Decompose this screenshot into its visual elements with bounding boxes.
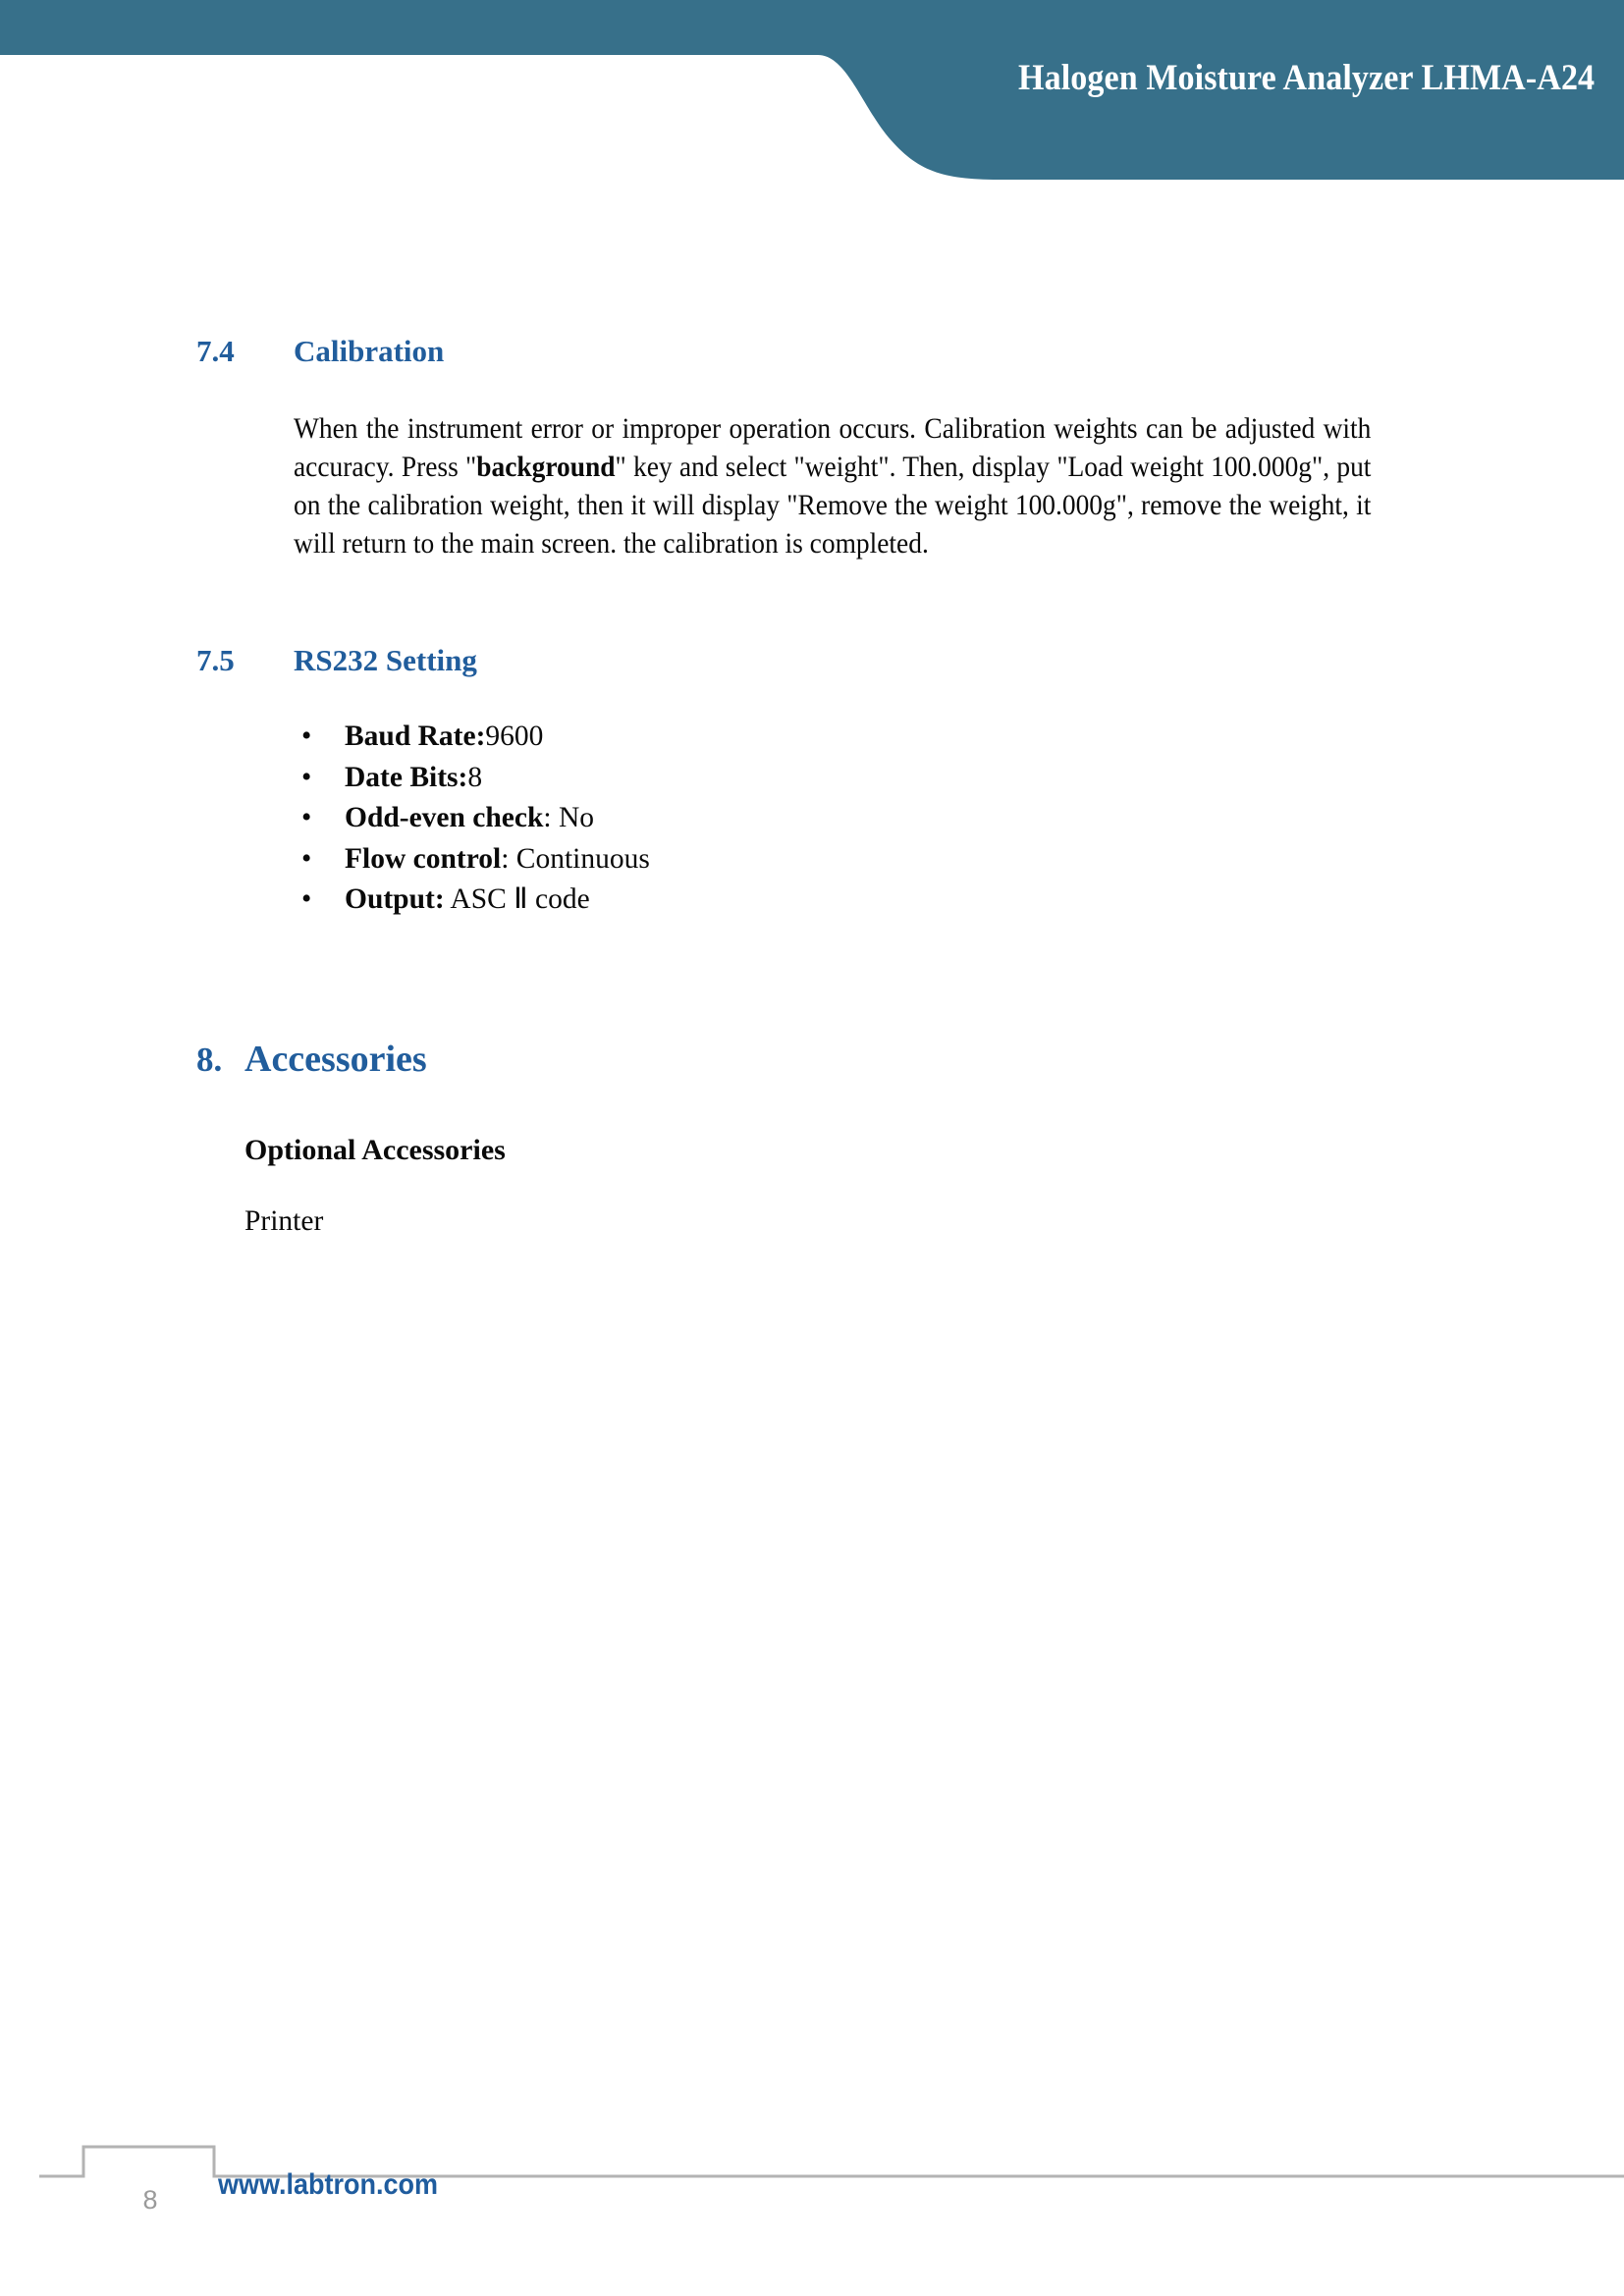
bullet-icon: • (301, 883, 312, 915)
list-item-value: ASC Ⅱ code (444, 883, 590, 915)
section-title-calibration: Calibration (294, 334, 445, 368)
section-title-rs232-setting: RS232 Setting (294, 643, 477, 677)
footer-page-number: 8 (142, 2185, 158, 2215)
subheading-optional-accessories: Optional Accessories (244, 1134, 506, 1166)
section-number-7-5: 7.5 (196, 643, 235, 677)
list-item-value: : No (543, 802, 595, 833)
list-item (294, 798, 650, 839)
bullet-icon: • (301, 802, 312, 833)
list-item (294, 880, 650, 921)
list-item-label: Odd-even check (345, 802, 544, 833)
list-item-label: Date Bits: (345, 761, 468, 793)
list-item-value: : Continuous (501, 842, 650, 875)
bullet-icon: • (301, 761, 312, 793)
list-item-value: 9600 (485, 721, 544, 752)
accessory-item-printer: Printer (244, 1205, 324, 1237)
calibration-paragraph: When the instrument error or improper operation occurs. Calibration weights can be adjusted with accuracy. Press "background" key and select "weight". Then, display "Load weight 100.000g", put on the calibration weight, then it will display "Remove the weight 100.000g", remove the weight, it will return to the main screen. the calibration is completed. (294, 413, 1372, 560)
list-item (294, 758, 650, 799)
bullet-icon: • (301, 842, 312, 875)
footer-website-link[interactable]: www.labtron.com (218, 2168, 439, 2201)
list-item (294, 839, 650, 881)
list-item-label: Baud Rate: (345, 721, 486, 752)
list-item-value: 8 (467, 761, 483, 793)
list-item-label: Flow control (345, 842, 502, 875)
section-title-accessories: Accessories (244, 1039, 427, 1080)
list-item-label: Output: (345, 883, 445, 915)
list-item (294, 717, 650, 758)
rs232-settings-list (294, 717, 650, 921)
bullet-icon: • (301, 721, 312, 752)
header-title: Halogen Moisture Analyzer LHMA-A24 (1017, 58, 1595, 98)
page-header (0, 0, 1624, 196)
section-number-7-4: 7.4 (196, 334, 235, 368)
section-number-8: 8. (196, 1041, 223, 1079)
